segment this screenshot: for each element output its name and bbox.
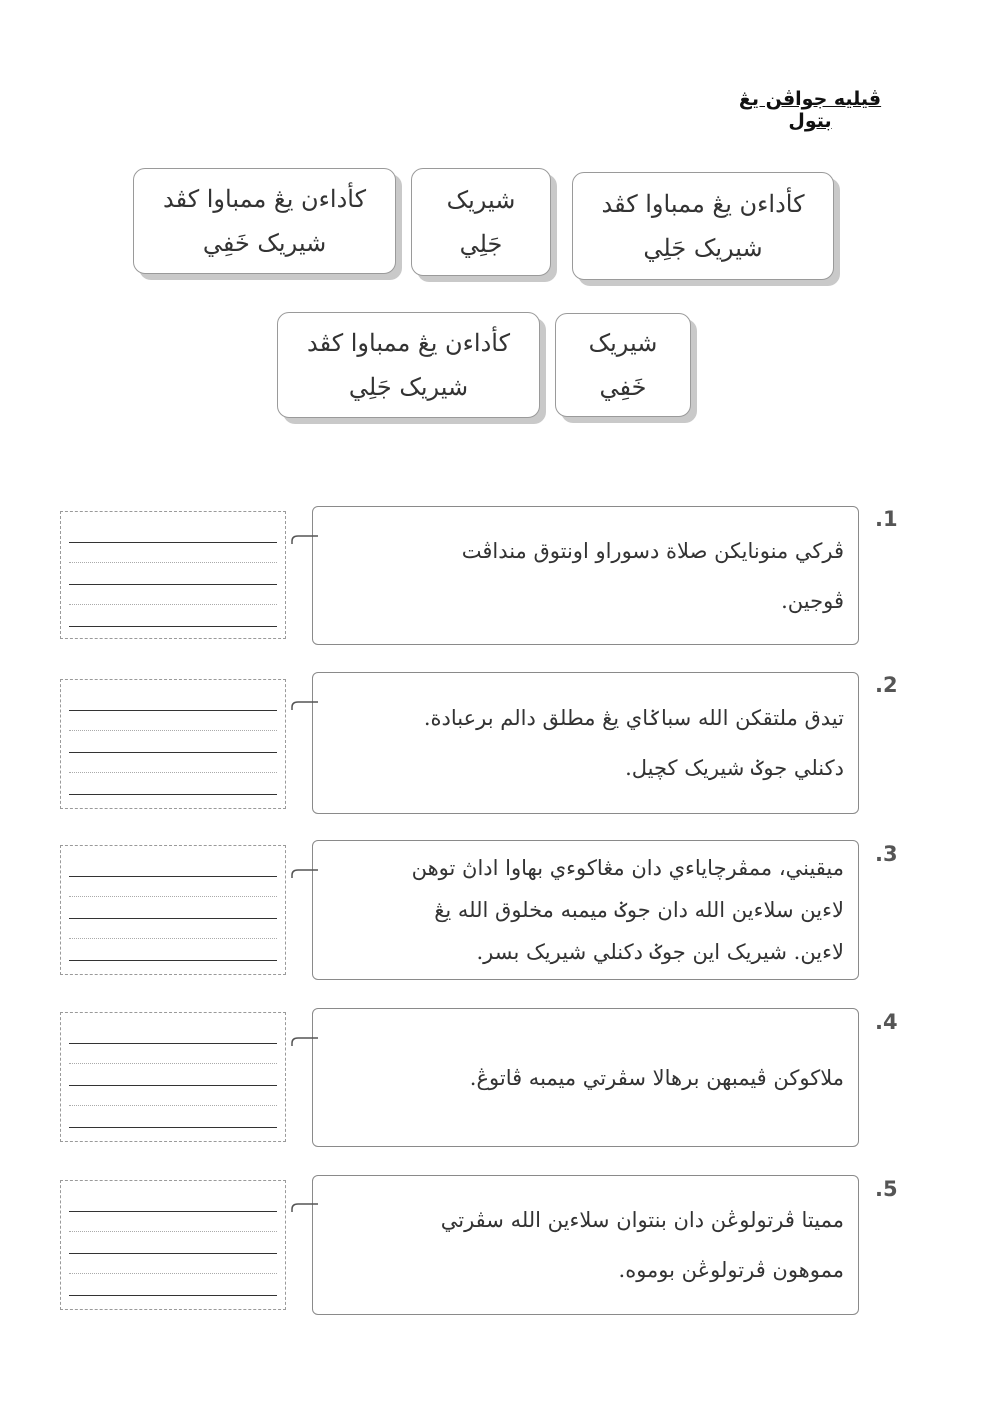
connector-hook-icon [290,698,320,714]
option-card-1[interactable] [572,172,834,280]
answer-line [69,542,277,543]
answer-guide-line [69,896,277,897]
connector-hook-icon [290,1034,320,1050]
answer-line [69,752,277,753]
answer-line [69,1043,277,1044]
question-number: .1 [875,507,898,531]
question-box [312,506,859,645]
answer-guide-line [69,604,277,605]
answer-line [69,918,277,919]
option-card-text: خَفِي [599,373,647,401]
question-text: مموهون ڤرتولوڠن بوموه. [618,1258,844,1282]
question-text: لاءين. شيريک اين جوݢ دكنلي شيريک بسر. [476,940,844,964]
answer-guide-line [69,938,277,939]
answer-guide-line [69,1273,277,1274]
question-box [312,840,859,980]
answer-guide-line [69,1231,277,1232]
option-card-text: شيريک جَلِي [348,373,469,401]
answer-line [69,1211,277,1212]
option-card-2[interactable] [411,168,551,276]
answer-guide-line [69,772,277,773]
answer-guide-line [69,730,277,731]
answer-box[interactable] [60,1180,286,1310]
question-number: .4 [875,1010,898,1034]
answer-line [69,1295,277,1296]
question-number: .3 [875,842,898,866]
answer-guide-line [69,1063,277,1064]
option-card-text: شيريک [446,186,516,214]
question-text: تيدق ملتقكن الله سباݢاي يڠ مطلق دالم برعبادة. [423,706,844,730]
connector-hook-icon [290,1200,320,1216]
option-card-text: جَلِي [459,230,503,258]
question-text: دكنلي جوݢ شيريک كچيل. [625,756,844,780]
answer-line [69,626,277,627]
option-card-5[interactable] [277,312,540,418]
connector-hook-icon [290,532,320,548]
question-text: ملاكوكن ڤيمبهن برهالا سڤرتي ميمبه ڤاتوڠ. [469,1065,844,1090]
option-card-text: كأداءن يڠ ممباوا كڤد [601,190,805,218]
answer-line [69,876,277,877]
question-box [312,1175,859,1315]
question-text: مميتا ڤرتولوڠن دان بنتوان سلاءين الله سڤرتي [440,1208,844,1232]
answer-guide-line [69,1105,277,1106]
answer-line [69,1085,277,1086]
option-card-text: كأداءن يڠ ممباوا كڤد [162,185,367,213]
option-card-4[interactable] [555,313,691,417]
answer-guide-line [69,562,277,563]
answer-line [69,794,277,795]
option-card-text: شيريک [588,329,658,357]
question-text: ميقيني، ممڤرچاياءي دان مڠاكوءي بهاوا اداڽ توهن [411,856,844,880]
answer-box[interactable] [60,511,286,639]
connector-hook-icon [290,866,320,882]
option-card-3[interactable] [133,168,396,274]
answer-line [69,960,277,961]
worksheet-title: ڤيليه جواڤن يڠ بتول [738,88,882,132]
question-number: .5 [875,1177,898,1201]
question-text: ڤركي منونايكن صلاة دسوراو اونتوق منداڤت [461,538,844,563]
option-card-text: شيريک جَلِي [643,234,763,262]
question-text: ڤوجين. [781,588,844,613]
answer-box[interactable] [60,1012,286,1142]
question-text: لاءين سلاءين الله دان جوݢ ميمبه مخلوق الله يڠ [434,898,844,922]
answer-line [69,584,277,585]
answer-box[interactable] [60,679,286,809]
question-box [312,1008,859,1147]
answer-line [69,1253,277,1254]
answer-box[interactable] [60,845,286,975]
answer-line [69,1127,277,1128]
option-card-text: كأداءن يڠ ممباوا كڤد [306,329,511,357]
question-number: .2 [875,673,898,697]
answer-line [69,710,277,711]
option-card-text: شيريک خَفِي [202,229,327,257]
question-box [312,672,859,814]
